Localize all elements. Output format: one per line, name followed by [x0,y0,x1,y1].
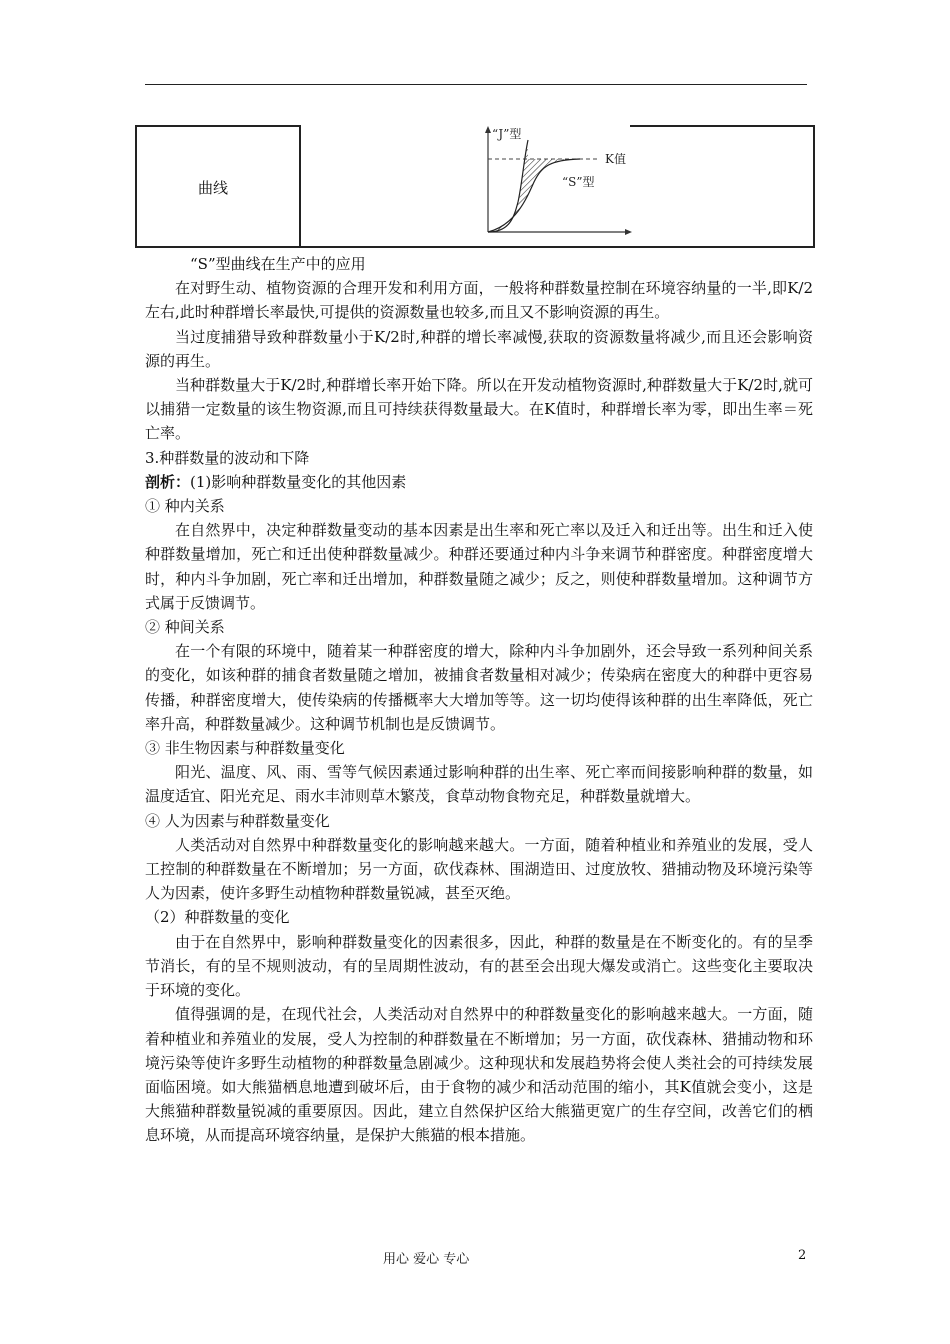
paragraph [145,276,813,324]
paragraph [145,494,813,518]
paragraph-text: 3.种群数量的波动和下降 [145,448,310,467]
paragraph-text: 当种群数量大于K/2时,种群增长率开始下降。所以在开发动植物资源时,种群数量大于K/2时,就可以捕猎一定数量的该生物资源,而且可持续获得数量最大。在K值时，种群增长率为零，即出生率＝死亡率。 [145,376,813,443]
paragraph-text: （2）种群数量的变化 [145,908,290,927]
paragraph [145,833,813,906]
paragraph-text: (1)影响种群数量变化的其他因素 [190,472,407,491]
paragraph [145,470,813,494]
paragraph-text: ④ 人为因素与种群数量变化 [145,811,330,830]
paragraph-text: 在对野生动、植物资源的合理开发和利用方面，一般将种群数量控制在环境容纳量的一半,即K/2左右,此时种群增长率最快,可提供的资源数量也较多,而且又不影响资源的再生。 [145,279,813,322]
paragraph-text: 在自然界中，决定种群数量变动的基本因素是出生率和死亡率以及迁入和迁出等。出生和迁入使种群数量增加，死亡和迁出使种群数量减少。种群还要通过种内斗争来调节种群密度。种群密度增大时，种内斗争加剧，死亡率和迁出增加，种群数量随之减少；反之，则使种群数量增加。这种调节方式属于反馈调节。 [145,521,813,612]
header-rule [145,84,807,85]
paragraph-text: ① 种内关系 [145,497,225,516]
paragraph [145,639,813,736]
y-axis-arrow [485,126,491,133]
j-curve-label: “J”型 [492,127,522,141]
footer-motto: 用心 爱心 专心 [383,1252,470,1267]
paragraph-text: “S”型曲线在生产中的应用 [190,255,366,273]
paragraph-text: ② 种间关系 [145,618,225,637]
paragraph [145,905,813,929]
population-growth-curve-figure [470,122,650,240]
paragraph [145,930,813,1003]
table-row-label: 曲线 [198,179,229,197]
paragraph [145,809,813,833]
paragraph [145,325,813,373]
paragraph [145,446,813,470]
paragraph-text: 人类活动对自然界中种群数量变化的影响越来越大。一方面，随着种植业和养殖业的发展，受人工控制的种群数量在不断增加；另一方面，砍伐森林、围湖造田、过度放牧、猎捕动物及环境污染等人为因素，使许多野生动植物种群数量锐减，甚至灭绝。 [145,835,813,903]
paragraph [145,736,813,760]
paragraph [145,1002,813,1147]
paragraph [145,252,813,276]
paragraph-text: 当过度捕猎导致种群数量小于K/2时,种群的增长率减慢,获取的资源数量将减少,而且还会影响资源的再生。 [145,327,813,370]
x-axis-arrow [625,229,632,235]
paragraph [145,615,813,639]
paragraph-text: 在一个有限的环境中，随着某一种群密度的增大，除种内斗争加剧外，还会导致一系列种间关系的变化，如该种群的捕食者数量随之增加，被捕食者数量相对减少；传染病在密度大的种群中更容易传播，种群密度增大，使传染病的传播概率大大增加等等。这一切均使得该种群的出生率降低，死亡率升高，种群数量减少。这种调节机制也是反馈调节。 [145,642,813,733]
s-curve-label: “S”型 [562,175,595,189]
paragraph [145,760,813,808]
page-number: 2 [798,1248,807,1263]
paragraph-text: ③ 非生物因素与种群数量变化 [145,739,345,758]
paragraph [145,518,813,615]
document-body [145,252,813,1148]
paragraph-text: 值得强调的是，在现代社会，人类活动对自然界中的种群数量变化的影响越来越大。一方面，随着种植业和养殖业的发展，受人为控制的种群数量在不断增加；另一方面，砍伐森林、猎捕动物和环境污染等使许多野生动植物的种群数量急剧减少。这种现状和发展趋势将会使人类社会的可持续发展面临困境。如大熊猫栖息地遭到破坏后，由于食物的减少和活动范围的缩小，其K值就会变小，这是大熊猫种群数量锐减的重要原因。因此，建立自然保护区给大熊猫更宽广的生存空间，改善它们的栖息环境，从而提高环境容纳量，是保护大熊猫的根本措施。 [145,1005,813,1145]
paragraph-label: 剖析： [145,472,191,491]
paragraph-text: 由于在自然界中，影响种群数量变化的因素很多，因此，种群的数量是在不断变化的。有的呈季节消长，有的呈不规则波动，有的呈周期性波动，有的甚至会出现大爆发或消亡。这些变化主要取决于环境的变化。 [145,932,813,1000]
paragraph [145,373,813,446]
paragraph-text: 阳光、温度、风、雨、雪等气候因素通过影响种群的出生率、死亡率而间接影响种群的数量，如温度适宜、阳光充足、雨水丰沛则草木繁茂，食草动物食物充足，种群数量就增大。 [145,763,813,806]
k-value-label: K值 [605,152,626,166]
